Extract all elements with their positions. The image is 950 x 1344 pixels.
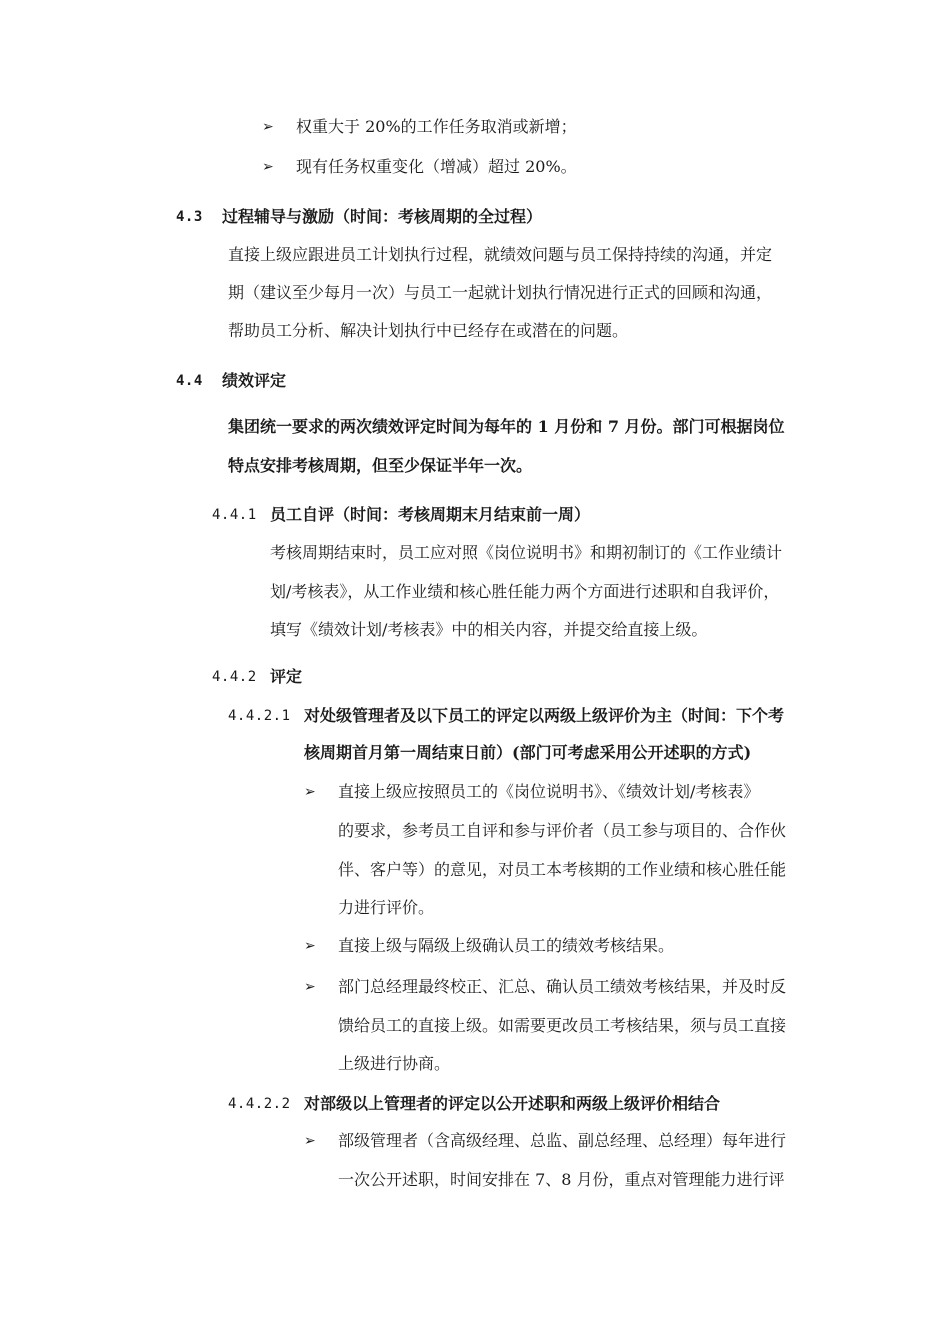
list-item: 权重大于 20%的工作任务取消或新增； [296,117,577,136]
paragraph-line: 填写《绩效计划/考核表》中的相关内容，并提交给直接上级。 [270,620,708,639]
section-number: 4.3 [176,209,203,225]
list-item-line: 上级进行协商。 [338,1054,451,1073]
bullet-marker: ➢ [304,784,316,800]
section-heading: 对部级以上管理者的评定以公开述职和两级上级评价相结合 [304,1094,721,1113]
section-number: 4.4 [176,373,203,389]
section-number: 4.4.1 [212,507,257,523]
bullet-marker: ➢ [262,159,274,175]
bullet-marker: ➢ [262,119,274,135]
list-item-line: 部门总经理最终校正、汇总、确认员工绩效考核结果，并及时反 [338,977,787,996]
paragraph-line: 考核周期结束时，员工应对照《岗位说明书》和期初制订的《工作业绩计 [270,543,783,562]
bullet-marker: ➢ [304,938,316,954]
section-heading: 过程辅导与激励（时间：考核周期的全过程） [222,207,543,226]
list-item-line: 馈给员工的直接上级。如需要更改员工考核结果，须与员工直接 [338,1016,787,1035]
paragraph-line: 集团统一要求的两次绩效评定时间为每年的 1 月份和 7 月份。部门可根据岗位 [228,417,785,436]
list-item-line: 直接上级应按照员工的《岗位说明书》、《绩效计划/考核表》 [338,782,760,801]
paragraph-line: 特点安排考核周期，但至少保证半年一次。 [228,456,533,475]
paragraph-line: 直接上级应跟进员工计划执行过程，就绩效问题与员工保持持续的沟通，并定 [228,245,773,264]
section-heading-line: 核周期首月第一周结束日前）(部门可考虑采用公开述职的方式) [304,743,752,762]
section-heading-line: 对处级管理者及以下员工的评定以两级上级评价为主（时间：下个考 [304,706,785,725]
list-item-line: 力进行评价。 [338,898,435,917]
section-number: 4.4.2.2 [228,1096,291,1112]
paragraph-line: 帮助员工分析、解决计划执行中已经存在或潜在的问题。 [228,321,629,340]
paragraph-line: 划/考核表》，从工作业绩和核心胜任能力两个方面进行述职和自我评价， [270,582,780,601]
list-item-line: 伴、客户等）的意见，对员工本考核期的工作业绩和核心胜任能 [338,860,787,879]
paragraph-line: 期（建议至少每月一次）与员工一起就计划执行情况进行正式的回顾和沟通， [228,283,773,302]
section-heading: 员工自评（时间：考核周期末月结束前一周） [270,505,591,524]
list-item: 现有任务权重变化（增减）超过 20%。 [296,157,577,176]
section-number: 4.4.2.1 [228,708,291,724]
list-item-line: 直接上级与隔级上级确认员工的绩效考核结果。 [338,936,675,955]
section-heading: 评定 [270,667,303,686]
section-heading: 绩效评定 [222,371,287,390]
list-item-line: 部级管理者（含高级经理、总监、副总经理、总经理）每年进行 [338,1131,787,1150]
section-number: 4.4.2 [212,669,257,685]
bullet-marker: ➢ [304,1133,316,1149]
list-item-line: 的要求，参考员工自评和参与评价者（员工参与项目的、合作伙 [338,821,787,840]
list-item-line: 一次公开述职，时间安排在 7、8 月份，重点对管理能力进行评 [338,1170,785,1189]
bullet-marker: ➢ [304,979,316,995]
